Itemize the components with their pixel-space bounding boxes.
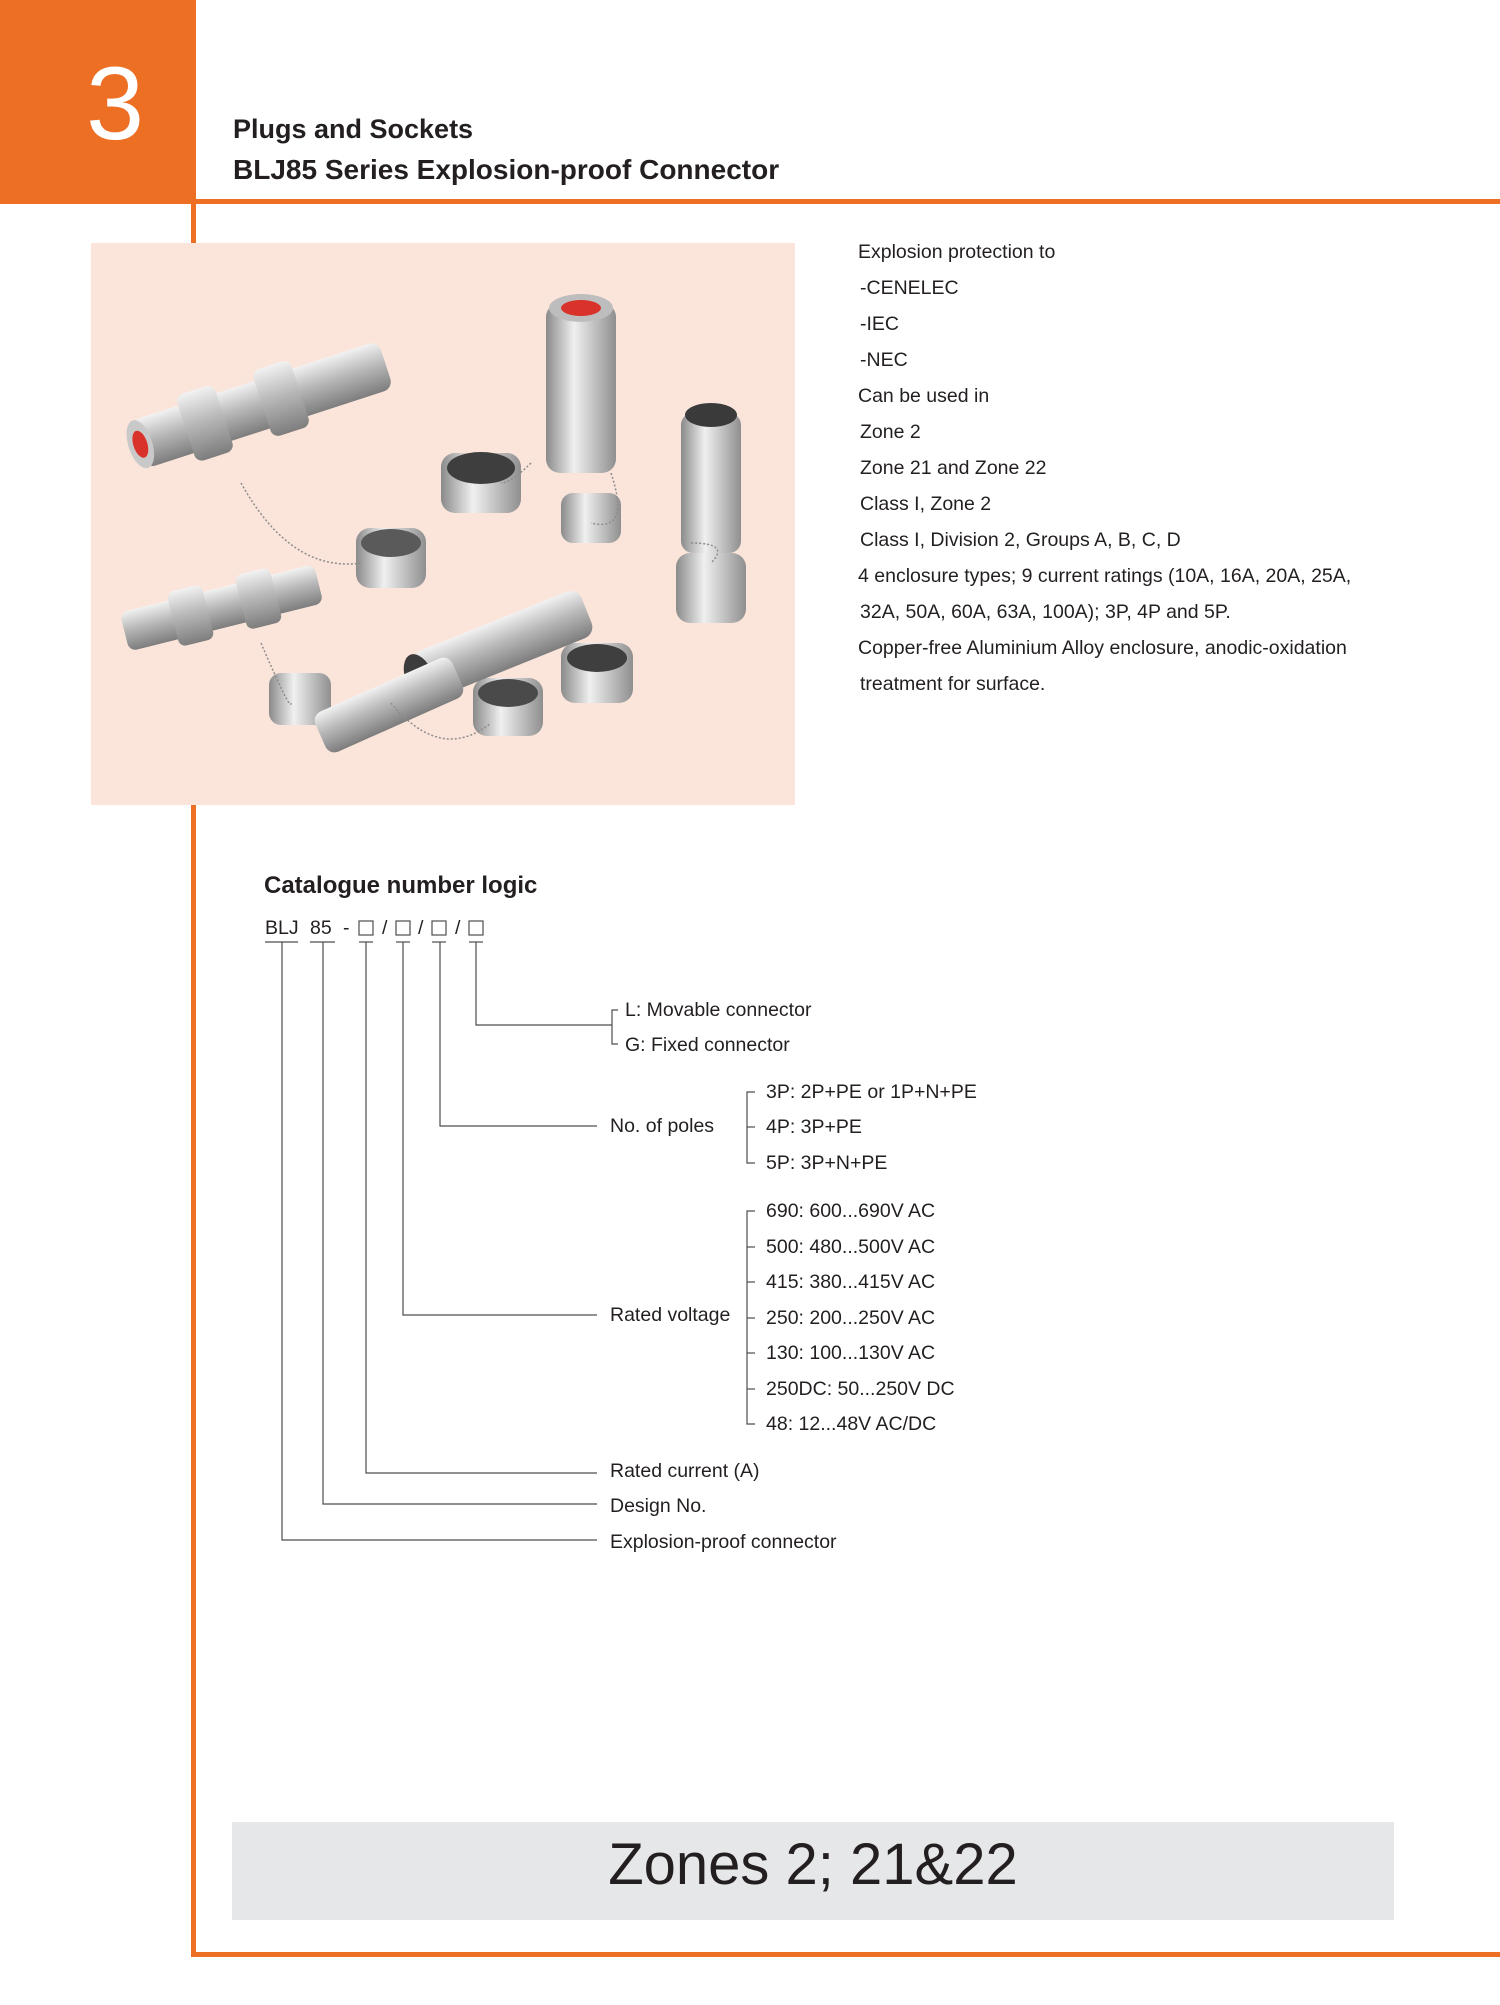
feature-line: Copper-free Aluminium Alloy enclosure, anodic-oxidation — [858, 637, 1347, 659]
voltage-label: Rated voltage — [610, 1304, 731, 1326]
feature-line: Class I, Division 2, Groups A, B, C, D — [860, 529, 1181, 551]
code-dash: - — [343, 917, 350, 939]
zones-text: Zones 2; 21&22 — [608, 1832, 1018, 1897]
code-separator: / — [418, 917, 424, 939]
product-photo — [91, 243, 795, 805]
page-title: Plugs and Sockets — [233, 114, 474, 144]
feature-line: Class I, Zone 2 — [860, 493, 992, 515]
bottom-rule — [191, 1952, 1500, 1957]
chapter-number: 3 — [86, 46, 144, 162]
feature-line: -CENELEC — [860, 277, 959, 299]
code-separator: / — [455, 917, 461, 939]
feature-line: 4 enclosure types; 9 current ratings (10A, 16A, 20A, 25A, — [858, 565, 1352, 587]
feature-line: Can be used in — [858, 385, 990, 407]
poles-option: 3P: 2P+PE or 1P+N+PE — [766, 1081, 977, 1103]
poles-option: 4P: 3P+PE — [766, 1116, 862, 1138]
code-design: 85 — [310, 917, 332, 939]
explosion-proof-label: Explosion-proof connector — [610, 1531, 837, 1553]
feature-line: -NEC — [860, 349, 908, 371]
poles-option: 5P: 3P+N+PE — [766, 1152, 888, 1174]
feature-line: 32A, 50A, 60A, 63A, 100A); 3P, 4P and 5P. — [860, 601, 1231, 623]
header-rule — [196, 199, 1500, 204]
voltage-option: 250DC: 50...250V DC — [766, 1378, 955, 1400]
voltage-option: 250: 200...250V AC — [766, 1307, 936, 1329]
page-subtitle: BLJ85 Series Explosion-proof Connector — [233, 154, 780, 185]
code-prefix: BLJ — [265, 917, 299, 939]
code-separator: / — [382, 917, 388, 939]
feature-line: -IEC — [860, 313, 899, 335]
feature-line: Zone 21 and Zone 22 — [860, 457, 1047, 479]
voltage-option: 500: 480...500V AC — [766, 1236, 936, 1258]
voltage-option: 690: 600...690V AC — [766, 1200, 936, 1222]
voltage-option: 415: 380...415V AC — [766, 1271, 936, 1293]
feature-line: Zone 2 — [860, 421, 921, 443]
connector-type-option: G: Fixed connector — [625, 1034, 790, 1056]
catalogue-title: Catalogue number logic — [264, 872, 538, 899]
feature-line: treatment for surface. — [860, 673, 1046, 695]
poles-label: No. of poles — [610, 1115, 715, 1137]
voltage-option: 48: 12...48V AC/DC — [766, 1413, 937, 1435]
voltage-option: 130: 100...130V AC — [766, 1342, 936, 1364]
rated-current-label: Rated current (A) — [610, 1460, 760, 1482]
design-no-label: Design No. — [610, 1495, 707, 1517]
feature-line: Explosion protection to — [858, 241, 1056, 263]
connector-type-option: L: Movable connector — [625, 999, 812, 1021]
